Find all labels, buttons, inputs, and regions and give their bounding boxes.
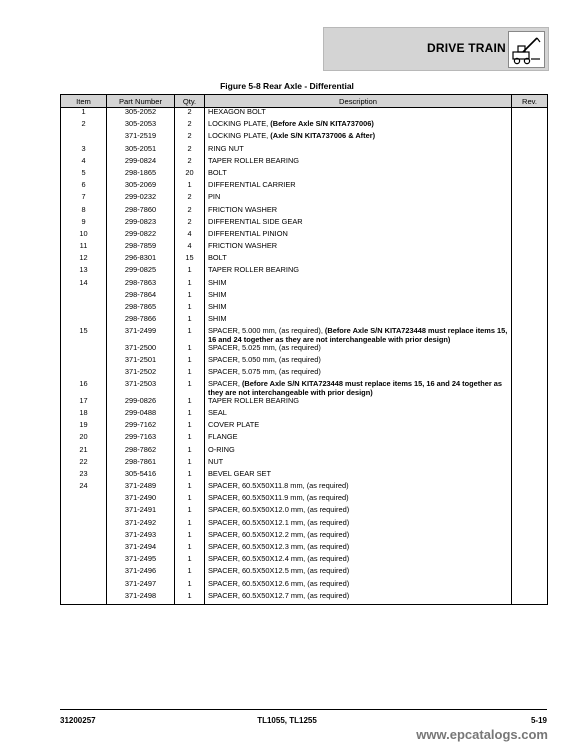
page-number: 5-19 [530,716,547,725]
description-text: SPACER, 60.5X50X12.3 mm, (as required) [208,542,350,551]
table-row [61,433,548,445]
part-number-cell: 298-7865 [107,303,175,315]
qty-cell: 1 [175,368,205,380]
description-text: DIFFERENTIAL PINION [208,228,288,238]
qty-cell: 1 [175,433,205,445]
table-row [61,193,548,205]
description-text: SPACER, 5.050 mm, (as required) [208,354,321,364]
item-cell: 5 [61,169,107,181]
rev-cell [512,531,548,543]
description-text: TAPER ROLLER BEARING [208,265,300,275]
rev-cell [512,506,548,518]
qty-cell: 1 [175,482,205,494]
description-text: SPACER, 5.000 mm, (as required), [208,326,325,336]
rev-cell [512,193,548,205]
part-number-cell: 298-7866 [107,315,175,327]
item-cell [61,580,107,592]
item-cell: 13 [61,266,107,278]
column-header-description: Description [205,95,512,108]
rev-cell [512,303,548,315]
description-cell [205,380,512,396]
qty-cell: 1 [175,494,205,506]
description-text: BOLT [208,253,227,263]
part-number-cell: 298-7861 [107,458,175,470]
item-cell [61,303,107,315]
description-cell [205,433,512,445]
qty-cell: 1 [175,531,205,543]
table-header-row [61,95,548,108]
description-text: SPACER, 5.075 mm, (as required) [208,367,321,377]
part-number-cell: 298-7860 [107,206,175,218]
part-number-cell: 299-0826 [107,397,175,409]
description-note: (Before Axle S/N KITA723448 must replace items 15, 16 and 24 together as they are not interchangeable with prior design) [208,379,502,397]
rev-cell [512,543,548,555]
description-cell [205,181,512,193]
description-cell [205,291,512,303]
part-number-cell: 371-2494 [107,543,175,555]
qty-cell: 2 [175,108,205,121]
qty-cell: 2 [175,120,205,132]
figure-title: Figure 5-8 Rear Axle - Differential [220,81,354,91]
qty-cell: 2 [175,157,205,169]
item-cell [61,344,107,356]
description-text: FRICTION WASHER [208,241,278,251]
description-text: SPACER, 60.5X50X12.2 mm, (as required) [208,529,350,539]
rev-cell [512,315,548,327]
rev-cell [512,356,548,368]
qty-cell: 1 [175,421,205,433]
rev-cell [512,567,548,579]
description-cell [205,242,512,254]
part-number-cell: 299-0822 [107,230,175,242]
item-cell [61,519,107,531]
rev-cell [512,120,548,132]
qty-cell: 15 [175,254,205,266]
qty-cell: 1 [175,458,205,470]
description-text: LOCKING PLATE, [208,131,271,141]
parts-table [60,94,548,605]
rev-cell [512,380,548,396]
part-number-cell: 371-2490 [107,494,175,506]
rev-cell [512,132,548,144]
part-number-cell: 371-2491 [107,506,175,518]
description-text: BOLT [208,167,227,177]
item-cell [61,531,107,543]
description-cell [205,421,512,433]
description-note: (Before Axle S/N KITA723448 must replace items 15, 16 and 24 together as they are not interchangeable with prior design) [208,326,508,344]
item-cell: 14 [61,279,107,291]
rev-cell [512,421,548,433]
item-cell [61,494,107,506]
rev-cell [512,344,548,356]
item-cell: 12 [61,254,107,266]
table-row [61,380,548,396]
part-number-cell: 299-0232 [107,193,175,205]
description-text: SPACER, 60.5X50X12.4 mm, (as required) [208,554,350,564]
part-number-cell: 299-7162 [107,421,175,433]
description-text: SPACER, 60.5X50X12.6 mm, (as required) [208,578,350,588]
qty-cell: 1 [175,279,205,291]
description-text: SPACER, 60.5X50X12.7 mm, (as required) [208,590,350,600]
qty-cell: 1 [175,543,205,555]
item-cell: 9 [61,218,107,230]
rev-cell [512,242,548,254]
description-text: PIN [208,192,221,202]
part-number-cell: 305-2052 [107,108,175,121]
description-text: SPACER, 60.5X50X12.5 mm, (as required) [208,566,350,576]
table-row [61,266,548,278]
description-text: SPACER, 60.5X50X12.1 mm, (as required) [208,517,350,527]
qty-cell: 1 [175,555,205,567]
description-text: HEXAGON BOLT [208,107,266,116]
item-cell: 3 [61,145,107,157]
rev-cell [512,218,548,230]
description-text: SHIM [208,302,227,311]
footer-rule [60,709,547,710]
rev-cell [512,482,548,494]
rev-cell [512,145,548,157]
item-cell [61,543,107,555]
part-number-cell: 371-2497 [107,580,175,592]
description-text: SPACER, 60.5X50X11.9 mm, (as required) [208,493,349,503]
item-cell [61,567,107,579]
item-cell: 18 [61,409,107,421]
part-number-cell: 371-2492 [107,519,175,531]
description-text: SPACER, 5.025 mm, (as required) [208,342,321,352]
item-cell: 7 [61,193,107,205]
rev-cell [512,368,548,380]
rev-cell [512,279,548,291]
part-number-cell: 371-2493 [107,531,175,543]
rev-cell [512,169,548,181]
part-number-cell: 371-2498 [107,592,175,605]
qty-cell: 1 [175,181,205,193]
item-cell: 4 [61,157,107,169]
part-number-cell: 371-2489 [107,482,175,494]
rev-cell [512,555,548,567]
qty-cell: 1 [175,344,205,356]
qty-cell: 1 [175,291,205,303]
rev-cell [512,291,548,303]
item-cell: 8 [61,206,107,218]
qty-cell: 1 [175,470,205,482]
part-number-cell: 299-7163 [107,433,175,445]
description-text: COVER PLATE [208,420,260,430]
part-number-cell: 305-2053 [107,120,175,132]
part-number-cell: 299-0488 [107,409,175,421]
description-text: SHIM [208,277,227,287]
column-header-rev: Rev. [512,95,548,108]
description-cell [205,279,512,291]
forklift-icon [508,31,545,68]
part-number-cell: 371-2503 [107,380,175,396]
rev-cell [512,254,548,266]
qty-cell: 2 [175,218,205,230]
qty-cell: 1 [175,506,205,518]
qty-cell: 1 [175,315,205,327]
description-cell [205,303,512,315]
qty-cell: 1 [175,303,205,315]
item-cell: 24 [61,482,107,494]
description-note: (Axle S/N KITA737006 & After) [270,131,376,141]
item-cell [61,555,107,567]
item-cell: 21 [61,446,107,458]
part-number-cell: 371-2495 [107,555,175,567]
qty-cell: 1 [175,397,205,409]
description-text: TAPER ROLLER BEARING [208,395,300,405]
description-text: SPACER, 60.5X50X11.8 mm, (as required) [208,481,349,491]
item-cell [61,356,107,368]
part-number-cell: 298-7863 [107,279,175,291]
rev-cell [512,470,548,482]
column-header-item: Item [61,95,107,108]
qty-cell: 20 [175,169,205,181]
model-numbers: TL1055, TL1255 [257,716,317,725]
description-text: SPACER, 60.5X50X12.0 mm, (as required) [208,505,350,515]
table-row [61,132,548,144]
part-number-cell: 305-5416 [107,470,175,482]
description-text: TAPER ROLLER BEARING [208,155,300,165]
item-cell: 1 [61,108,107,121]
description-text: BEVEL GEAR SET [208,468,271,478]
table-row [61,279,548,291]
rev-cell [512,157,548,169]
part-number-cell: 371-2499 [107,327,175,343]
qty-cell: 1 [175,356,205,368]
description-text: SHIM [208,289,227,299]
item-cell: 19 [61,421,107,433]
description-text: FLANGE [208,432,238,442]
item-cell: 6 [61,181,107,193]
part-number-cell: 371-2502 [107,368,175,380]
description-cell [205,132,512,144]
item-cell [61,132,107,144]
item-cell: 17 [61,397,107,409]
item-cell [61,506,107,518]
rev-cell [512,494,548,506]
qty-cell: 1 [175,380,205,396]
table-row [61,145,548,157]
qty-cell: 1 [175,266,205,278]
rev-cell [512,592,548,605]
item-cell: 11 [61,242,107,254]
description-text: SPACER, [208,379,242,389]
table-row [61,592,548,605]
part-number-cell: 305-2051 [107,145,175,157]
item-cell: 20 [61,433,107,445]
part-number-cell: 299-0825 [107,266,175,278]
rev-cell [512,230,548,242]
column-header-qty: Qty. [175,95,205,108]
qty-cell: 2 [175,145,205,157]
item-cell: 15 [61,327,107,343]
part-number-cell: 296-8301 [107,254,175,266]
description-text: LOCKING PLATE, [208,119,271,129]
part-number-cell: 371-2500 [107,344,175,356]
part-number-cell: 298-1865 [107,169,175,181]
item-cell: 22 [61,458,107,470]
rev-cell [512,433,548,445]
rev-cell [512,266,548,278]
qty-cell: 1 [175,519,205,531]
description-cell [205,157,512,169]
rev-cell [512,206,548,218]
description-text: NUT [208,456,224,466]
rev-cell [512,458,548,470]
qty-cell: 4 [175,242,205,254]
section-header [323,27,549,71]
column-header-part-number: Part Number [107,95,175,108]
part-number-cell: 299-0823 [107,218,175,230]
part-number-cell: 305-2069 [107,181,175,193]
part-number-cell: 299-0824 [107,157,175,169]
rev-cell [512,580,548,592]
part-number-cell: 371-2496 [107,567,175,579]
document-number: 31200257 [60,716,96,725]
qty-cell: 4 [175,230,205,242]
rev-cell [512,409,548,421]
description-note: (Before Axle S/N KITA737006) [270,119,374,129]
description-cell [205,266,512,278]
description-cell [205,397,512,409]
qty-cell: 1 [175,580,205,592]
rev-cell [512,397,548,409]
item-cell: 2 [61,120,107,132]
rev-cell [512,519,548,531]
part-number-cell: 298-7859 [107,242,175,254]
qty-cell: 1 [175,446,205,458]
item-cell: 23 [61,470,107,482]
rev-cell [512,446,548,458]
qty-cell: 2 [175,193,205,205]
item-cell: 16 [61,380,107,396]
parts-table-body [61,108,548,605]
item-cell [61,291,107,303]
table-row [61,327,548,343]
description-cell [205,327,512,343]
rev-cell [512,108,548,121]
qty-cell: 1 [175,567,205,579]
description-text: SHIM [208,314,227,324]
watermark: www.epcatalogs.com [416,727,548,742]
qty-cell: 1 [175,327,205,343]
description-text: DIFFERENTIAL CARRIER [208,180,296,190]
item-cell [61,592,107,605]
table-row [61,206,548,218]
part-number-cell: 298-7864 [107,291,175,303]
qty-cell: 2 [175,206,205,218]
qty-cell: 1 [175,409,205,421]
description-cell [205,446,512,458]
part-number-cell: 298-7862 [107,446,175,458]
table-row [61,446,548,458]
description-text: SEAL [208,407,227,417]
item-cell: 10 [61,230,107,242]
description-text: FRICTION WASHER [208,204,278,214]
qty-cell: 2 [175,132,205,144]
description-text: O-RING [208,444,235,454]
description-cell [205,592,512,605]
qty-cell: 1 [175,592,205,605]
part-number-cell: 371-2519 [107,132,175,144]
description-text: RING NUT [208,143,244,153]
part-number-cell: 371-2501 [107,356,175,368]
rev-cell [512,327,548,343]
rev-cell [512,181,548,193]
description-text: DIFFERENTIAL SIDE GEAR [208,216,303,226]
section-title: DRIVE TRAIN [427,41,506,55]
